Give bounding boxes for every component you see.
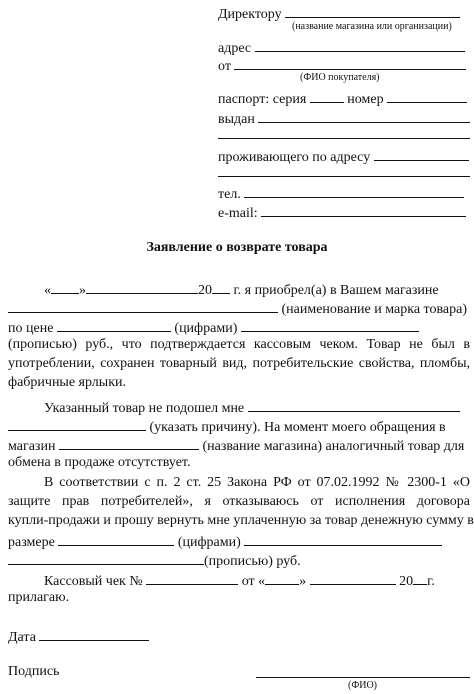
- reason-hint: (указать причину). На момент моего обращения в: [149, 420, 446, 435]
- phone-label: тел.: [218, 187, 241, 202]
- document-title: Заявление о возврате товара: [146, 240, 328, 255]
- attach-text: прилагаю.: [8, 590, 70, 605]
- reason-field-continued[interactable]: [8, 417, 146, 431]
- passport-line: [218, 89, 467, 108]
- quote-close: »: [79, 283, 86, 298]
- year-prefix: 20: [198, 283, 212, 298]
- reason-line-2: [8, 417, 446, 436]
- price-words-field[interactable]: [241, 318, 419, 332]
- refund-words-line: [8, 551, 301, 570]
- issued-line: [218, 109, 470, 128]
- goods-line: [8, 299, 467, 318]
- reason-field[interactable]: [248, 398, 460, 412]
- address-line: [218, 38, 465, 57]
- address-field[interactable]: [255, 38, 465, 52]
- receipt-year-suffix: г.: [427, 574, 435, 589]
- quote-open: «: [44, 283, 51, 298]
- buyer-hint: (ФИО покупателя): [300, 72, 380, 83]
- shop-line: [8, 436, 464, 455]
- reason-line: [44, 398, 460, 417]
- purchase-year-field[interactable]: [212, 280, 230, 294]
- residing-field[interactable]: [374, 147, 469, 161]
- email-line: [218, 203, 466, 222]
- phone-field[interactable]: [244, 184, 464, 198]
- p2-line-4: обмена в продаже отсутствует.: [8, 455, 191, 470]
- p3-line-1: В соответствии с п. 2 ст. 25 Закона РФ от 07.02.1992 № 2300-1 «О: [44, 475, 470, 490]
- receipt-day-field[interactable]: [265, 571, 299, 585]
- passport-number-label: номер: [347, 92, 384, 107]
- p3-line-2: защите прав потребителей», я отказываюсь от исполнения договора: [8, 494, 470, 509]
- passport-series-label: паспорт: серия: [218, 92, 307, 107]
- fio-hint: (ФИО): [348, 680, 378, 691]
- from-field[interactable]: [234, 56, 466, 70]
- shop-field[interactable]: [59, 436, 199, 450]
- email-field[interactable]: [261, 203, 466, 217]
- goods-field[interactable]: [8, 299, 278, 313]
- issued-label: выдан: [218, 112, 255, 127]
- reason-text: Указанный товар не подошел мне: [44, 401, 245, 416]
- price-line: [8, 318, 419, 337]
- refund-size-label: размере: [8, 535, 55, 550]
- price-digits-field[interactable]: [57, 318, 171, 332]
- residing-field-continued[interactable]: [218, 176, 470, 177]
- signature-label: Подпись: [8, 664, 60, 679]
- date-line: [8, 627, 149, 646]
- refund-digits-hint: (цифрами): [177, 535, 241, 550]
- receipt-number-field[interactable]: [146, 571, 238, 585]
- receipt-month-field[interactable]: [310, 571, 396, 585]
- purchase-date-line: [44, 280, 439, 299]
- refund-words-hint: (прописью) руб.: [204, 554, 301, 569]
- price-digits-hint: (цифрами): [174, 321, 238, 336]
- date-label: Дата: [8, 630, 36, 645]
- director-label: Директору: [218, 7, 282, 22]
- email-label: e-mail:: [218, 206, 258, 221]
- purchase-text: г. я приобрел(а) в Вашем магазине: [233, 283, 439, 298]
- signature-field[interactable]: [256, 677, 470, 678]
- p1-line-3: (прописью) руб., что подтверждается кассовым чеком. Товар не был в: [8, 337, 470, 352]
- director-field[interactable]: [285, 4, 460, 18]
- receipt-label: Кассовый чек №: [44, 574, 143, 589]
- shop-label: магазин: [8, 439, 56, 454]
- residing-line: [218, 147, 469, 166]
- p1-line-5: фабричные ярлыки.: [8, 375, 126, 390]
- shop-hint: (название магазина) аналогичный товар для: [202, 439, 465, 454]
- org-hint: (название магазина или организации): [292, 21, 452, 32]
- issued-field[interactable]: [258, 109, 470, 123]
- receipt-quote-close: »: [299, 574, 307, 589]
- purchase-day-field[interactable]: [51, 280, 79, 294]
- passport-series-field[interactable]: [310, 89, 344, 103]
- receipt-line: [44, 571, 435, 590]
- from-label: от: [218, 59, 231, 74]
- issued-field-continued[interactable]: [218, 138, 470, 139]
- purchase-month-field[interactable]: [86, 280, 198, 294]
- refund-words-field-continued[interactable]: [8, 551, 204, 565]
- address-label: адрес: [218, 41, 252, 56]
- p3-line-3: купли-продажи и прошу вернуть мне уплаченную за товар денежную сумму в: [8, 513, 474, 528]
- refund-amount-line: [8, 532, 442, 551]
- p1-line-4: употреблении, сохранен товарный вид, потребительские свойства, пломбы,: [8, 356, 470, 371]
- phone-line: [218, 184, 464, 203]
- date-field[interactable]: [39, 627, 149, 641]
- passport-number-field[interactable]: [387, 89, 467, 103]
- residing-label: проживающего по адресу: [218, 150, 371, 165]
- receipt-year-field[interactable]: [413, 571, 427, 585]
- price-label: по цене: [8, 321, 54, 336]
- receipt-from-label: от «: [241, 574, 266, 589]
- receipt-year-prefix: 20: [399, 574, 414, 589]
- refund-words-field[interactable]: [244, 532, 442, 546]
- goods-hint: (наименование и марка товара): [281, 302, 467, 317]
- refund-digits-field[interactable]: [58, 532, 174, 546]
